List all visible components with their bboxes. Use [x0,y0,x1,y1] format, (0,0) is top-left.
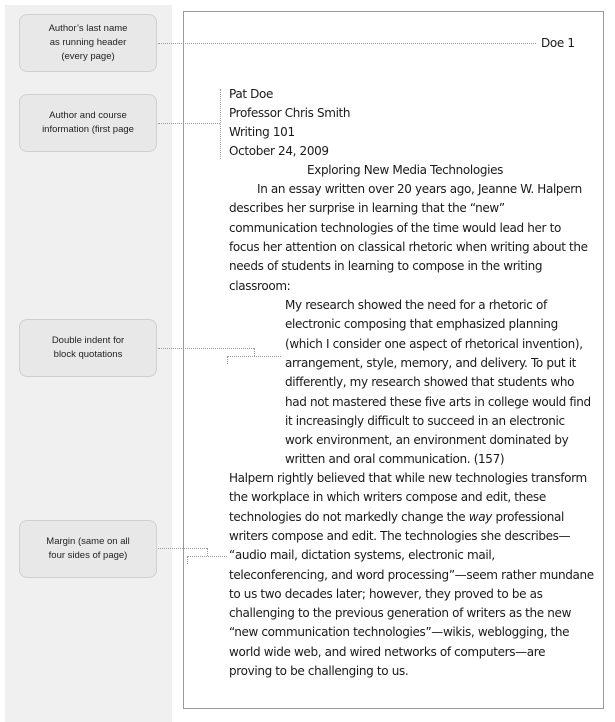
connector-margin [158,548,207,549]
text-line: arrangement, style, memory, and delivery. To put it [285,355,577,370]
text-line: focus her attention on classical rhetoric when writing about the [229,239,588,254]
text-line: In an essay written over 20 years ago, Jeanne W. Halpern [257,182,582,196]
text-line: had not mastered these five arts in college would find [285,394,591,409]
running-header: Doe 1 [541,36,575,50]
text-line: work environment, an environment dominated by [285,433,569,448]
callout-text-line: four sides of page) [48,550,128,561]
bracket-author-info [220,89,221,159]
callout-text-line: Margin (same on all [46,536,130,547]
connector-running-header [158,43,536,44]
text-line: needs of students in learning to compose in the writing [229,259,543,274]
text-segment: professional [492,509,565,524]
text-line: to us two decades later; however, they proved to be as [229,586,543,601]
callout-block-quotation [19,319,157,377]
callout-margin [19,520,157,578]
callout-text-line: Double indent for [51,335,125,346]
callout-running-header [19,14,157,72]
emphasis-way: way [468,509,493,524]
callout-text-line: block quotations [53,349,123,360]
callout-text-line: as running header [49,37,127,48]
text-line: written and oral communication. (157) [285,452,505,467]
bracket-margin-a [207,548,208,556]
text-line: Halpern rightly believed that while new technologies transform [229,471,587,485]
text-line: proving to be challenging to us. [229,664,409,678]
callout-text-line: (every page) [61,51,115,62]
text-line: communication technologies of the time would lead her to [229,220,561,235]
text-line: describes her surprise in learning that the “new” [229,201,505,216]
heading-author: Pat Doe [229,87,274,101]
text-line: teleconferencing, and word processing”—seem rather mundane [229,567,594,582]
text-line: “audio mail, dictation systems, electronic mail, [229,548,495,563]
callout-text-line: Author and course [49,110,127,121]
callout-text-line: Author’s last name [48,23,128,34]
callout-author-course-info [19,94,157,152]
connector-margin-b [187,556,227,557]
text-line: “new communication technologies”—wikis, weblogging, the [229,625,570,640]
connector-author-info [158,123,220,124]
bracket-block-quote-b [227,356,228,364]
text-segment: technologies do not markedly change the [229,509,469,524]
bracket-block-quote-a [254,348,255,356]
heading-course: Writing 101 [229,125,295,139]
text-line: the workplace in which writers compose and edit, these [229,490,546,505]
text-line: (which I consider one aspect of rhetorical invention), [285,336,583,351]
connector-block-quote-b [227,356,281,357]
heading-date: October 24, 2009 [229,144,329,158]
text-line: My research showed the need for a rhetoric of [285,298,547,312]
text-line: differently, my research showed that students who [285,375,575,390]
text-line: world wide web, and wired networks of computers—are [229,644,546,659]
text-line: writers compose and edit. The technologies she describes— [229,528,571,543]
text-line: classroom: [229,278,291,293]
text-line: electronic composing that emphasized planning [285,317,558,332]
document-title: Exploring New Media Technologies [307,163,504,177]
text-line: it increasingly difficult to succeed in an electronic [285,413,565,428]
connector-block-quote [158,348,254,349]
text-line: challenging to the previous generation of writers as the new [229,606,572,621]
bracket-margin-b [187,556,188,564]
callout-text-line: information (first page [42,124,134,135]
heading-instructor: Professor Chris Smith [229,106,351,120]
text-line-with-emphasis [229,510,564,524]
